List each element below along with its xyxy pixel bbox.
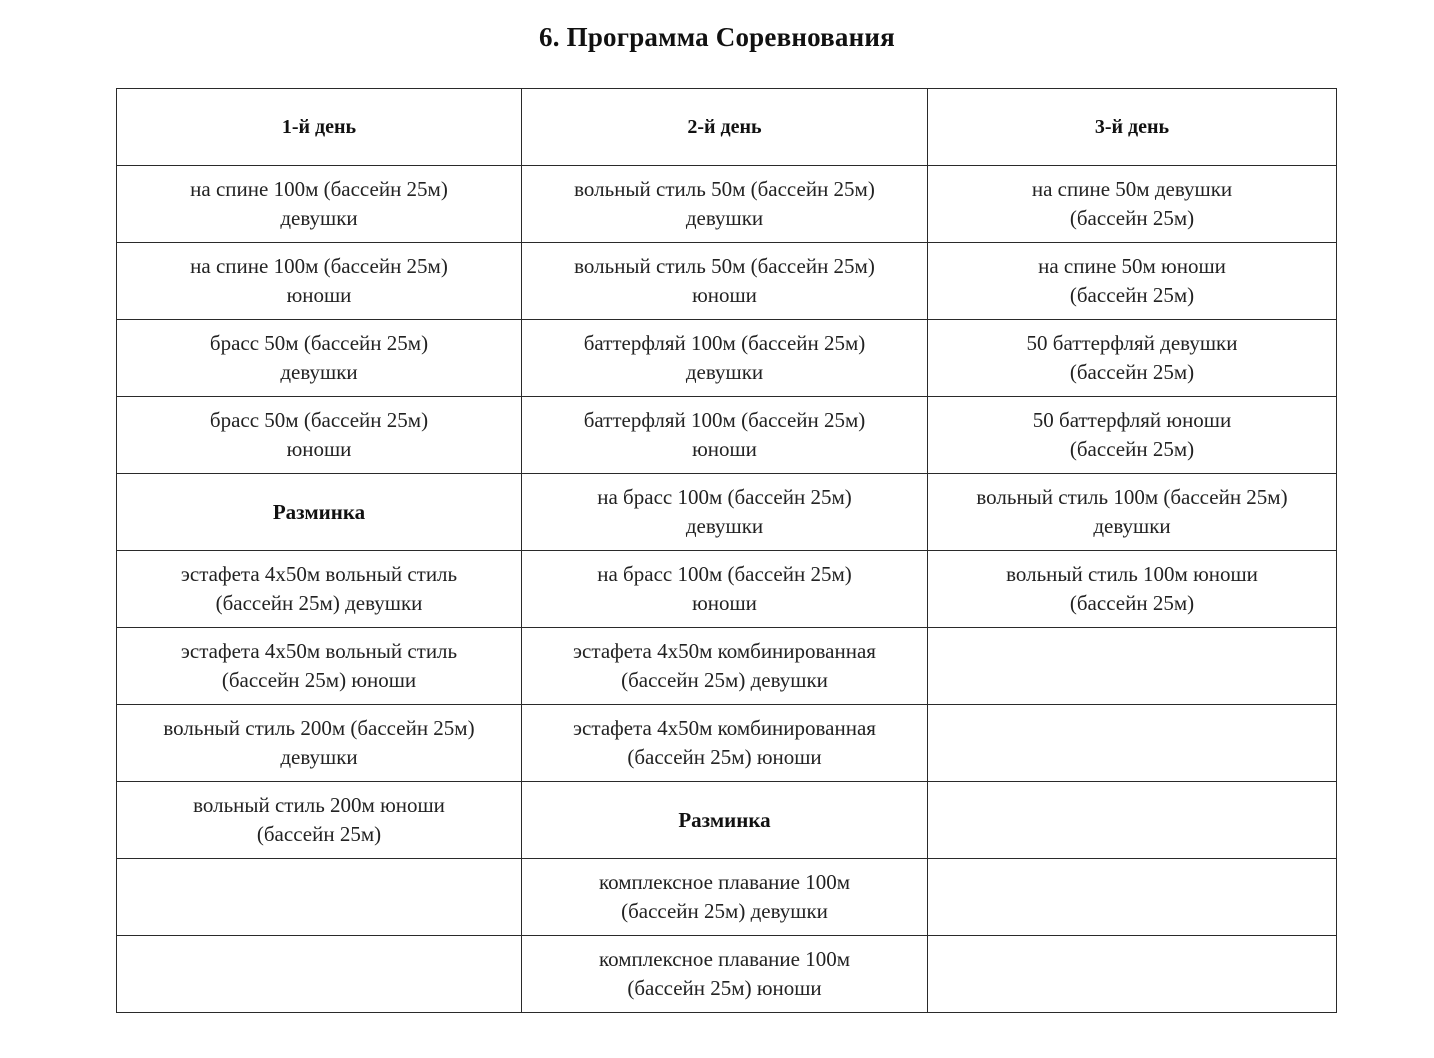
table-cell-day-1 — [117, 859, 522, 936]
table-cell-day-1 — [117, 166, 522, 243]
table-row — [117, 474, 1337, 551]
table-cell-day-3 — [928, 859, 1337, 936]
event-text-line: на спине 50м юноши — [1038, 254, 1226, 278]
page-title: 6. Программа Соревнования — [539, 22, 895, 52]
event-text-line: вольный стиль 50м (бассейн 25м) — [574, 177, 875, 201]
table-cell-day-3 — [928, 397, 1337, 474]
table-cell-day-3 — [928, 628, 1337, 705]
table-cell-day-2 — [522, 166, 928, 243]
competition-program-table — [116, 88, 1337, 1013]
event-text-line: на спине 100м (бассейн 25м) — [190, 254, 448, 278]
event-text-line: (бассейн 25м) юноши — [627, 976, 822, 1000]
table-cell-day-2 — [522, 705, 928, 782]
table-cell-day-1 — [117, 474, 522, 551]
event-text-line: девушки — [685, 360, 764, 384]
table-cell-day-2 — [522, 474, 928, 551]
table-cell-day-1 — [117, 628, 522, 705]
table-cell-day-3 — [928, 705, 1337, 782]
event-text-line: девушки — [685, 514, 764, 538]
event-text-line: (бассейн 25м) девушки — [621, 668, 828, 692]
table-cell-day-1 — [117, 936, 522, 1013]
event-text-line: комплексное плавание 100м — [599, 870, 850, 894]
table-cell-day-1 — [117, 397, 522, 474]
header-day-3: 3-й день — [928, 89, 1337, 166]
event-text-line: (бассейн 25м) — [1069, 360, 1195, 384]
table-cell-day-2 — [522, 551, 928, 628]
table-row — [117, 166, 1337, 243]
event-text-line: (бассейн 25м) — [256, 822, 382, 846]
event-text-line: девушки — [1093, 514, 1171, 538]
table-row — [117, 397, 1337, 474]
event-text-line: девушки — [280, 745, 358, 769]
event-text-line: (бассейн 25м) юноши — [627, 745, 822, 769]
table-cell-day-3 — [928, 936, 1337, 1013]
event-text-line: девушки — [280, 360, 358, 384]
event-text-line: (бассейн 25м) — [1069, 591, 1195, 615]
event-text-line: 50 баттерфляй юноши — [1032, 408, 1232, 432]
event-text-line: на брасс 100м (бассейн 25м) — [597, 485, 852, 509]
event-text-line: юноши — [692, 437, 757, 461]
table-cell-day-1 — [117, 551, 522, 628]
event-text-line: 50 баттерфляй девушки — [1026, 331, 1238, 355]
event-text-line: на спине 50м девушки — [1031, 177, 1233, 201]
header-day-1: 1-й день — [117, 89, 522, 166]
event-text-line: девушки — [280, 206, 358, 230]
event-text-line: эстафета 4х50м комбинированная — [573, 639, 876, 663]
table-cell-day-2 — [522, 628, 928, 705]
table-cell-day-2 — [522, 320, 928, 397]
event-text-line: брасс 50м (бассейн 25м) — [209, 408, 429, 432]
table-cell-day-3 — [928, 320, 1337, 397]
event-text-line: (бассейн 25м) — [1069, 437, 1195, 461]
event-text-line: эстафета 4х50м комбинированная — [573, 716, 876, 740]
event-text-line: на спине 100м (бассейн 25м) — [190, 177, 448, 201]
table-row — [117, 628, 1337, 705]
table-cell-day-1 — [117, 782, 522, 859]
event-text-line: эстафета 4х50м вольный стиль — [180, 639, 458, 663]
table-row — [117, 705, 1337, 782]
event-text-line: девушки — [685, 206, 764, 230]
event-text-line: (бассейн 25м) девушки — [215, 591, 423, 615]
event-text-line: вольный стиль 50м (бассейн 25м) — [574, 254, 875, 278]
table-cell-day-3 — [928, 474, 1337, 551]
table-cell-day-2 — [522, 243, 928, 320]
event-text-line: брасс 50м (бассейн 25м) — [209, 331, 429, 355]
event-text-line: юноши — [692, 591, 757, 615]
event-text-line: баттерфляй 100м (бассейн 25м) — [583, 408, 866, 432]
warmup-label: Разминка — [678, 807, 771, 832]
table-body — [117, 166, 1337, 1013]
table-cell-day-1 — [117, 320, 522, 397]
table-cell-day-2 — [522, 936, 928, 1013]
table-cell-day-3 — [928, 243, 1337, 320]
event-text-line: вольный стиль 100м юноши — [1006, 562, 1258, 586]
event-text-line: (бассейн 25м) девушки — [621, 899, 828, 923]
table-cell-day-1 — [117, 705, 522, 782]
event-text-line: юноши — [286, 283, 352, 307]
header-day-2: 2-й день — [522, 89, 928, 166]
event-text-line: (бассейн 25м) — [1069, 283, 1195, 307]
event-text-line: баттерфляй 100м (бассейн 25м) — [583, 331, 866, 355]
table-cell-day-1 — [117, 243, 522, 320]
table-row — [117, 320, 1337, 397]
event-text-line: комплексное плавание 100м — [599, 947, 850, 971]
event-text-line: вольный стиль 200м юноши — [193, 793, 445, 817]
table-row — [117, 243, 1337, 320]
event-text-line: вольный стиль 200м (бассейн 25м) — [163, 716, 475, 740]
table-cell-day-2 — [522, 397, 928, 474]
table-row — [117, 936, 1337, 1013]
event-text-line: (бассейн 25м) — [1069, 206, 1195, 230]
event-text-line: юноши — [286, 437, 352, 461]
table-row — [117, 551, 1337, 628]
warmup-label: Разминка — [272, 499, 366, 524]
event-text-line: юноши — [692, 283, 757, 307]
table-cell-day-3 — [928, 782, 1337, 859]
event-text-line: эстафета 4х50м вольный стиль — [180, 562, 458, 586]
table-cell-day-2 — [522, 859, 928, 936]
table-row — [117, 859, 1337, 936]
event-text-line: на брасс 100м (бассейн 25м) — [597, 562, 852, 586]
event-text-line: (бассейн 25м) юноши — [221, 668, 417, 692]
table-cell-day-2 — [522, 782, 928, 859]
event-text-line: вольный стиль 100м (бассейн 25м) — [976, 485, 1288, 509]
table-header-row — [117, 89, 1337, 166]
table-cell-day-3 — [928, 551, 1337, 628]
table-cell-day-3 — [928, 166, 1337, 243]
table-row — [117, 782, 1337, 859]
